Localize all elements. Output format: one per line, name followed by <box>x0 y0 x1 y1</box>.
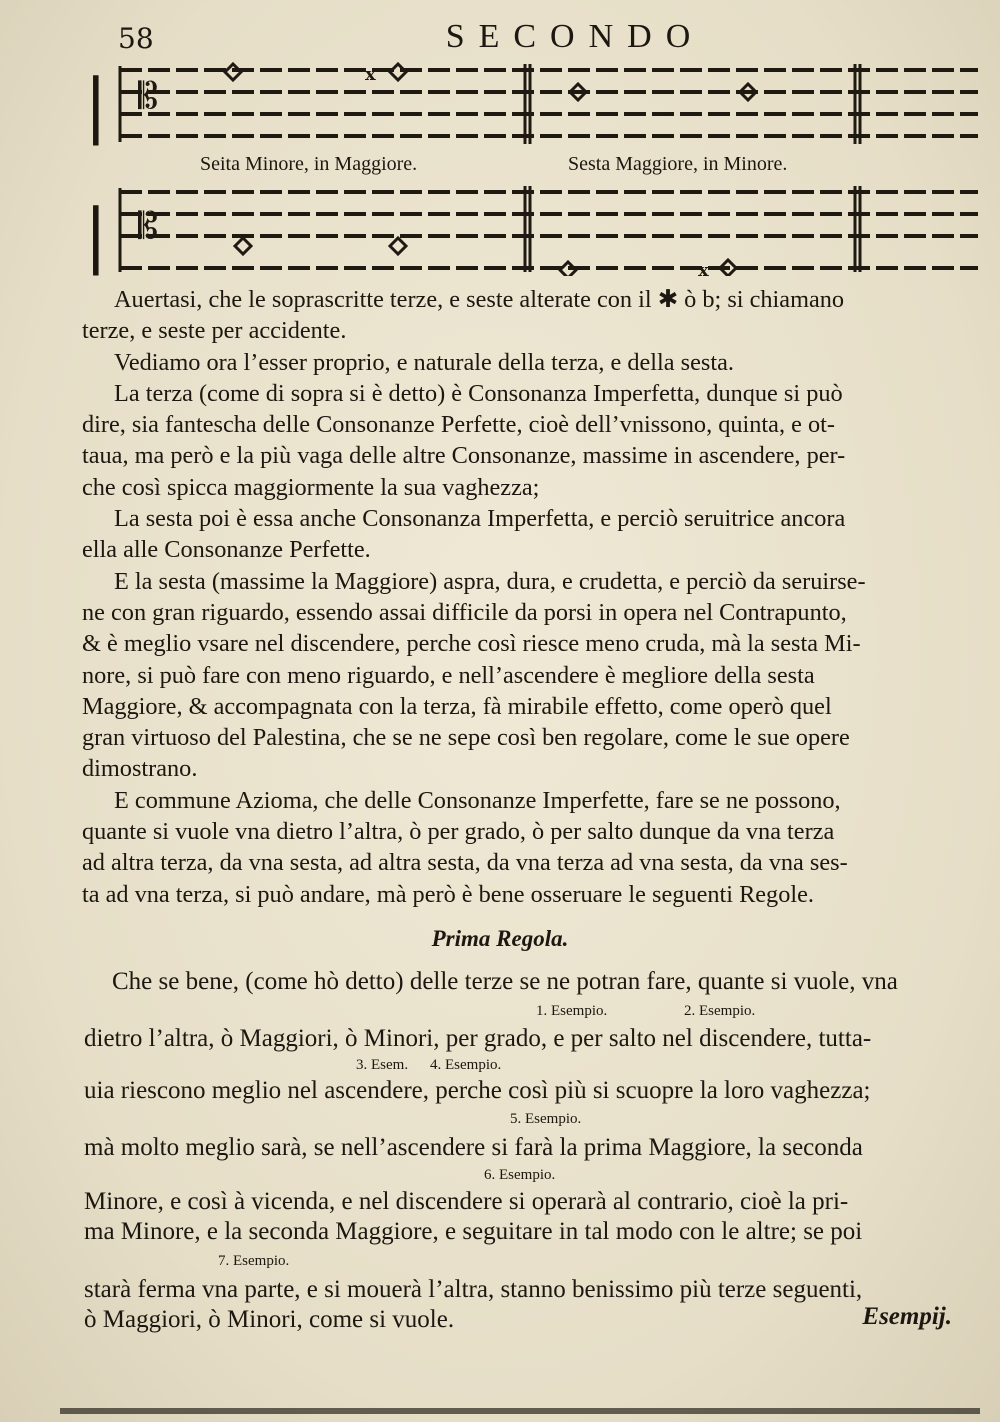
page-number: 58 <box>118 22 154 55</box>
svg-text:𝄡: 𝄡 <box>138 76 159 117</box>
music-staff-lower <box>90 180 990 276</box>
paragraph-line: ad altra terza, da vna sesta, ad altra sesta, da vna terza ad vna sesta, da vna ses- <box>82 849 848 877</box>
svg-text:x: x <box>698 260 709 276</box>
example-label: 3. Esem. <box>356 1057 409 1073</box>
paragraph-line: La terza (come di sopra si è detto) è Consonanza Imperfetta, dunque si può <box>114 379 843 407</box>
music-staff-upper <box>90 58 990 154</box>
caption-right: Sesta Maggiore, in Minore. <box>568 153 788 175</box>
paragraph-line: che così spicca maggiormente la sua vaghezza; <box>82 473 540 501</box>
paragraph-line: E la sesta (massime la Maggiore) aspra, dura, e crudetta, e perciò da seruirse- <box>114 567 866 595</box>
svg-text:x: x <box>365 64 376 85</box>
paragraph-line: terze, e seste per accidente. <box>82 317 347 345</box>
page-bottom-edge <box>60 1408 980 1414</box>
rule-title: Prima Regola. <box>431 926 569 951</box>
example-label: 4. Esempio. <box>430 1057 502 1073</box>
example-label: 5. Esempio. <box>510 1111 582 1127</box>
rule-line: ma Minore, e la seconda Maggiore, e seguitare in tal modo con le altre; se poi <box>84 1218 863 1245</box>
svg-text:𝄡: 𝄡 <box>138 206 159 247</box>
paragraph-line: dire, sia fantescha delle Consonanze Perfette, cioè dell’vnissono, quinta, e ot- <box>82 411 835 439</box>
rule-line: uia riescono meglio nel ascendere, perche così più si scuopre la loro vaghezza; <box>84 1077 871 1104</box>
example-label: 1. Esempio. <box>536 1003 608 1019</box>
paragraph-line: taua, ma però e la più vaga delle altre Consonanze, massime in ascendere, per- <box>82 442 846 470</box>
paragraph-line: E commune Azioma, che delle Consonanze Imperfette, fare se ne possono, <box>114 786 841 814</box>
paragraph-line: dimostrano. <box>82 755 198 783</box>
example-label: 7. Esempio. <box>218 1253 290 1269</box>
paragraph-line: quante si vuole vna dietro l’altra, ò per grado, ò per salto dunque da vna terza <box>82 818 835 846</box>
body-text <box>82 284 994 910</box>
rule-line: starà ferma vna parte, e si mouerà l’altra, stanno benissimo più terze seguenti, <box>84 1276 863 1303</box>
paragraph-line: ne con gran riguardo, essendo assai difficile da porsi in opera nel Contrapunto, <box>82 598 847 626</box>
rule-line: Che se bene, (come hò detto) delle terze se ne potran fare, quante si vuole, vna <box>112 968 898 995</box>
paragraph-line: nore, si può fare con meno riguardo, e nell’ascendere è megliore della sesta <box>82 661 815 689</box>
example-label: 2. Esempio. <box>684 1003 756 1019</box>
paragraph-line: Auertasi, che le soprascritte terze, e seste alterate con il ✱ ò b; si chiamano <box>114 286 845 313</box>
rule-line: mà molto meglio sarà, se nell’ascendere si farà la prima Maggiore, la seconda <box>84 1134 863 1161</box>
system-brace-lower: | <box>84 194 108 276</box>
paragraph-line: La sesta poi è essa anche Consonanza Imperfetta, e perciò seruitrice ancora <box>114 505 846 533</box>
paragraph-line: Maggiore, & accompagnata con la terza, fà mirabile effetto, come operò quel <box>82 692 832 720</box>
closing-catchword: Esempij. <box>862 1303 952 1330</box>
caption-left: Seita Minore, in Maggiore. <box>200 153 418 175</box>
system-brace-upper: | <box>84 64 108 146</box>
paragraph-line: ella alle Consonanze Perfette. <box>82 536 371 564</box>
paragraph-line: gran virtuoso del Palestina, che se ne sepe così ben regolare, come le sue opere <box>82 724 850 752</box>
rule-line: Minore, e così à vicenda, e nel discendere si operarà al contrario, cioè la pri- <box>84 1188 849 1215</box>
rule-line: ò Maggiori, ò Minori, come si vuole. <box>84 1306 455 1333</box>
example-label: 6. Esempio. <box>484 1167 556 1183</box>
paragraph-line: ta ad vna terza, si può andare, mà però è bene osseruare le seguenti Regole. <box>82 880 814 908</box>
running-head: SECONDO <box>445 18 705 55</box>
rule-line: dietro l’altra, ò Maggiori, ò Minori, per grado, e per salto nel discendere, tutta- <box>84 1025 872 1052</box>
paragraph-line: & è meglio vsare nel discendere, perche così riesce meno cruda, mà la sesta Mi- <box>82 630 861 658</box>
paragraph-line: Vediamo ora l’esser proprio, e naturale della terza, e della sesta. <box>114 348 734 376</box>
